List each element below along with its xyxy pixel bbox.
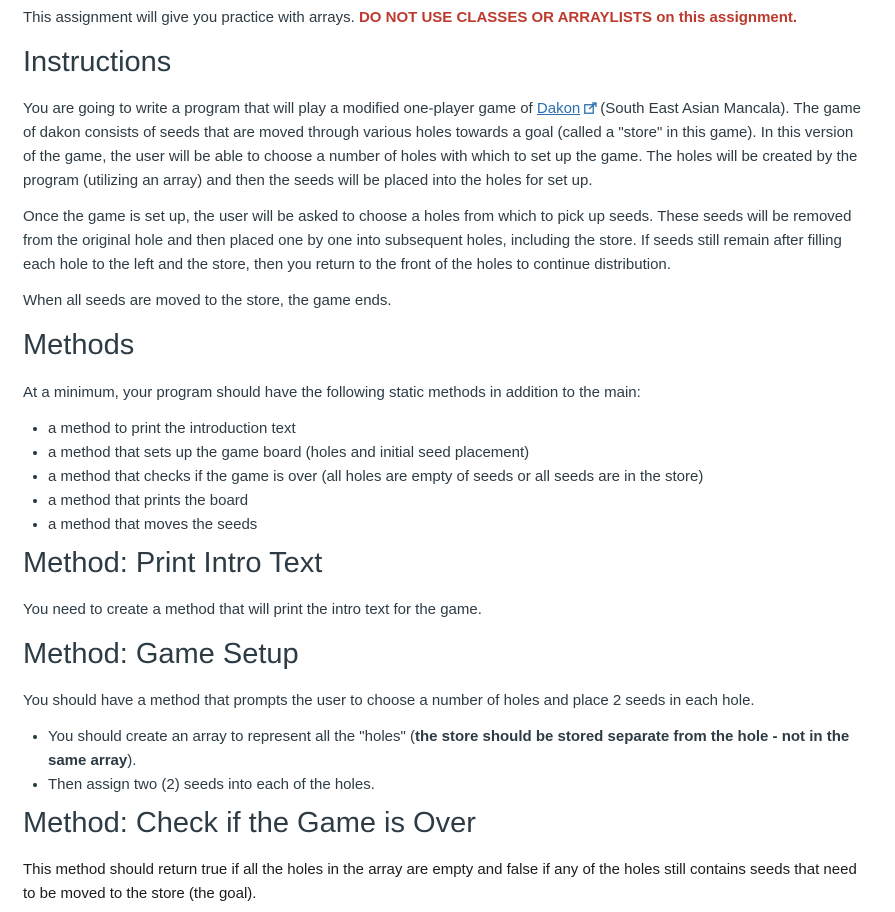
setup-item1-bold: the store should be stored separate from the hole - not in the same array <box>48 728 850 769</box>
intro-warning: DO NOT USE CLASSES OR ARRAYLISTS on this assignment. <box>358 9 798 26</box>
p1-text-before-link: You are going to write a program that will play a modified one-player game of <box>23 100 537 117</box>
dakon-link[interactable]: Dakon <box>536 100 581 117</box>
game-setup-paragraph: You should have a method that prompts the user to choose a number of holes and place 2 seeds in each hole. <box>23 692 755 709</box>
intro-text: This assignment will give you practice with arrays. <box>23 9 359 26</box>
setup-item1-end: ). <box>127 752 137 769</box>
list-item: • a method to print the introduction text <box>48 417 868 441</box>
list-item: • a method that moves the seeds <box>48 513 868 537</box>
instructions-paragraph-1 <box>23 97 868 193</box>
methods-heading: Methods <box>23 329 135 361</box>
list-item <box>48 725 868 773</box>
external-link-icon[interactable] <box>584 98 597 110</box>
p1-text-after-link: (South East Asian Mancala). The game of dakon consists of seeds that are moved through various holes towards a goal (called a "store" in this game). In this version of the game, the user will be able to choose a number of holes with which to set up the game. The holes will be created by the program (utilizing an array) and then the seeds will be placed into the holes for set up. <box>23 100 861 189</box>
instructions-paragraph-3: When all seeds are moved to the store, the game ends. <box>23 292 392 309</box>
instructions-heading: Instructions <box>23 46 172 78</box>
list-item: • a method that sets up the game board (holes and initial seed placement) <box>48 441 868 465</box>
game-over-heading: Method: Check if the Game is Over <box>23 807 476 839</box>
list-item: • Then assign two (2) seeds into each of the holes. <box>48 773 868 797</box>
intro-paragraph <box>23 6 868 30</box>
methods-list <box>23 417 868 537</box>
setup-item1-text: You should create an array to represent all the "holes" ( <box>48 728 415 745</box>
list-item: • a method that checks if the game is over (all holes are empty of seeds or all seeds are in the store) <box>48 465 868 489</box>
print-intro-paragraph: You need to create a method that will print the intro text for the game. <box>23 601 482 618</box>
game-setup-list <box>23 725 868 797</box>
methods-lead: At a minimum, your program should have the following static methods in addition to the main: <box>23 384 641 401</box>
game-setup-heading: Method: Game Setup <box>23 638 299 670</box>
game-over-paragraph: This method should return true if all the holes in the array are empty and false if any of the holes still contains seeds that need to be moved to the store (the goal). <box>23 861 857 902</box>
instructions-paragraph-2: Once the game is set up, the user will be asked to choose a holes from which to pick up seeds. These seeds will be removed from the original hole and then placed one by one into subsequent holes, including the store. If seeds still remain after filling each hole to the left and the store, then you return to the front of the holes to continue distribution. <box>23 208 852 273</box>
list-item: • a method that prints the board <box>48 489 868 513</box>
print-intro-heading: Method: Print Intro Text <box>23 547 323 579</box>
